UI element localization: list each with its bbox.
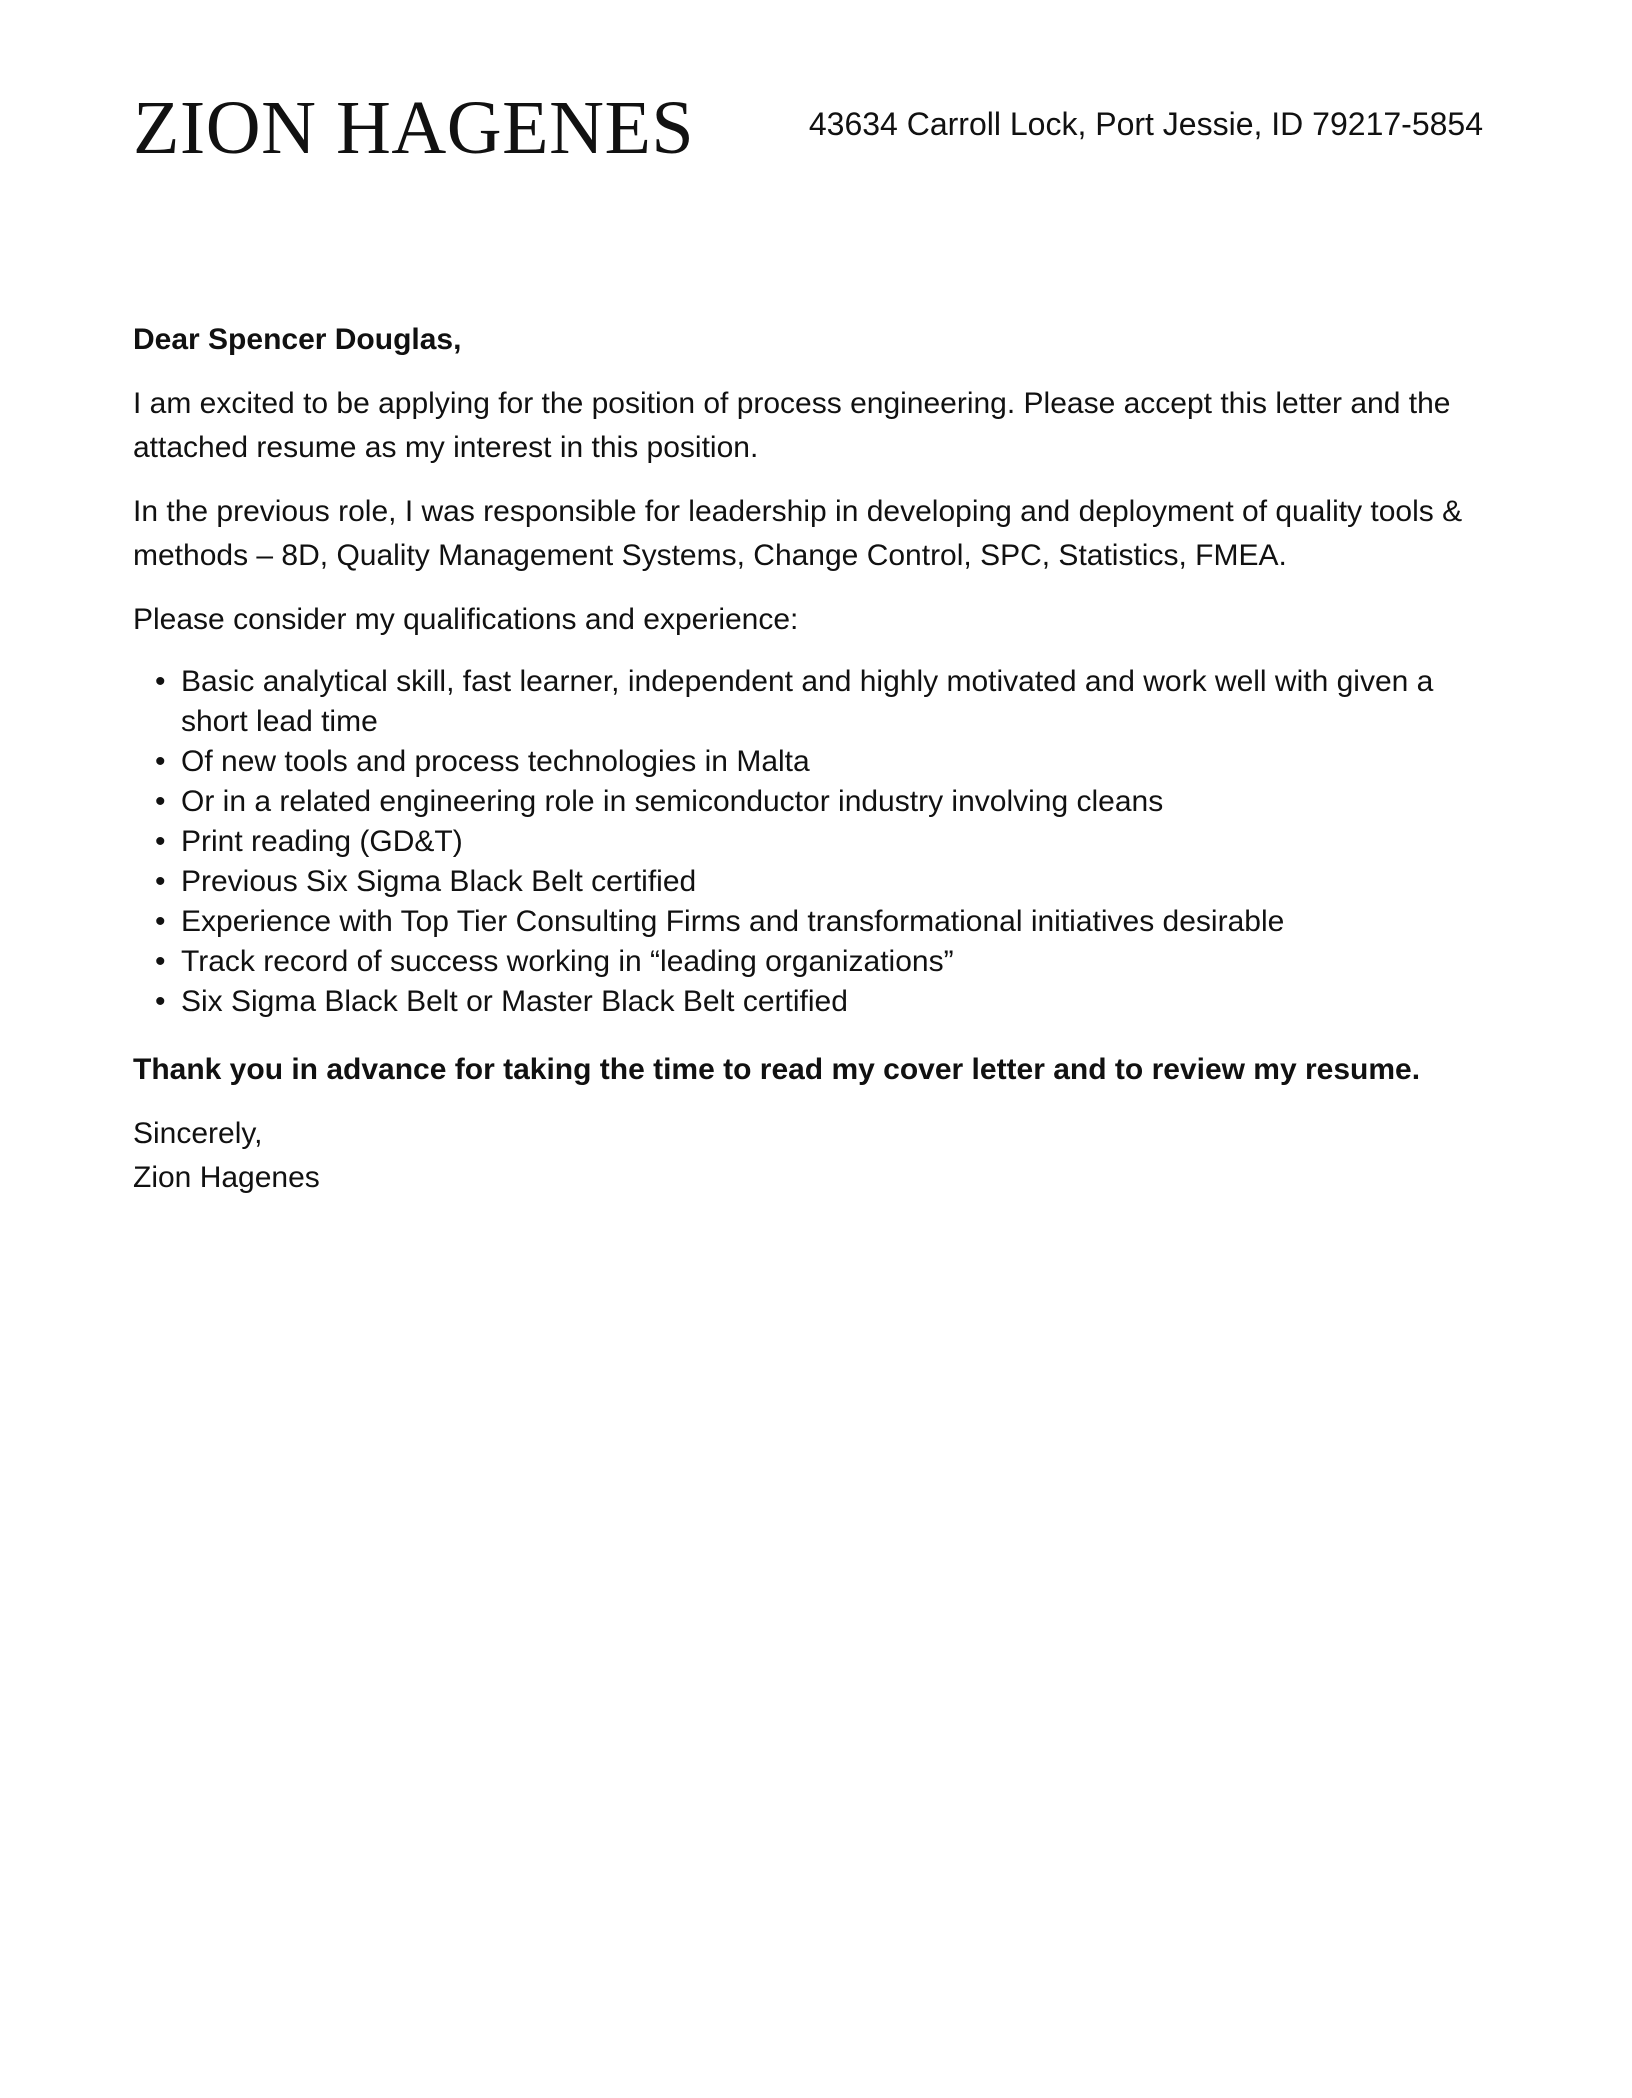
bullet-icon: • (155, 985, 166, 1018)
qualifications-list (133, 662, 1493, 1022)
list-item (155, 782, 1493, 822)
list-item (155, 822, 1493, 862)
list-item (155, 742, 1493, 782)
experience-paragraph: In the previous role, I was responsible for leadership in developing and deployment of quality tools & methods – 8D, Quality Management Systems, Change Control, SPC, Statistics, FMEA. (133, 495, 1463, 572)
list-item (155, 662, 1493, 742)
intro-paragraph: I am excited to be applying for the position of process engineering. Please accept this letter and the attached resume as my interest in this position. (133, 387, 1451, 464)
list-item (155, 982, 1493, 1022)
bullet-icon: • (155, 745, 166, 778)
letter-header (133, 78, 1483, 178)
list-item-text: Print reading (GD&T) (181, 825, 463, 858)
list-item (155, 902, 1493, 942)
list-item-text: Previous Six Sigma Black Belt certified (181, 865, 697, 898)
bullet-icon: • (155, 945, 166, 978)
list-item-text: Of new tools and process technologies in Malta (181, 745, 810, 778)
bullet-icon: • (155, 825, 166, 858)
list-item-text: Six Sigma Black Belt or Master Black Belt certified (181, 985, 848, 1018)
list-item-text: Or in a related engineering role in semiconductor industry involving cleans (181, 785, 1164, 818)
applicant-address: 43634 Carroll Lock, Port Jessie, ID 79217-5854 (808, 106, 1483, 142)
salutation: Dear Spencer Douglas, (133, 323, 462, 356)
signoff: Sincerely, (133, 1117, 263, 1150)
list-item-text: Experience with Top Tier Consulting Firms and transformational initiatives desirable (181, 905, 1285, 938)
letter-body (133, 318, 1493, 1200)
bullet-icon: • (155, 865, 166, 898)
list-item (155, 942, 1493, 982)
bullet-icon: • (155, 905, 166, 938)
list-item-text: Track record of success working in “leading organizations” (181, 945, 954, 978)
list-item-text: Basic analytical skill, fast learner, independent and highly motivated and work well with given a short lead time (181, 665, 1434, 738)
signature-name: Zion Hagenes (133, 1161, 320, 1194)
bullet-icon: • (155, 785, 166, 818)
list-item (155, 862, 1493, 902)
applicant-name: ZION HAGENES (133, 86, 695, 170)
bullet-icon: • (155, 665, 166, 698)
qualifications-intro: Please consider my qualifications and experience: (133, 603, 799, 636)
closing-thanks: Thank you in advance for taking the time to read my cover letter and to review my resume. (133, 1053, 1421, 1086)
